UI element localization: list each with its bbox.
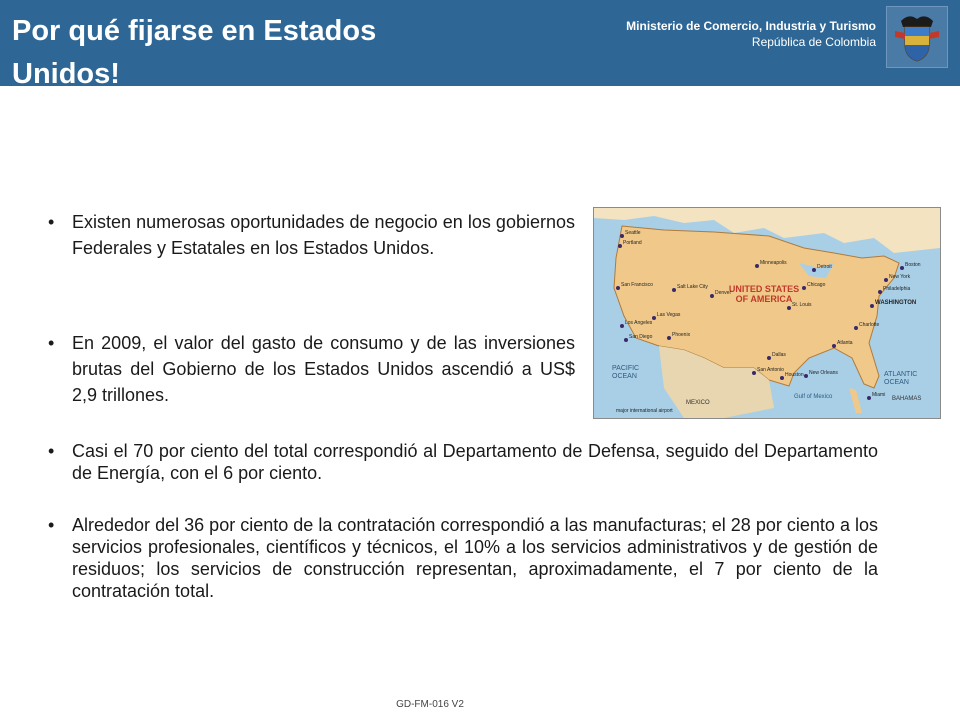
city-dot [802,286,806,290]
city-label: Charlotte [859,322,880,328]
city-label: New York [889,274,911,280]
city-dot [667,336,671,340]
city-label: Las Vegas [657,312,681,318]
city-dot [884,278,888,282]
city-dot [620,324,624,328]
city-label: Miami [872,392,886,398]
city-label: New Orleans [809,370,838,376]
city-dot [804,374,808,378]
header-bar [0,0,960,90]
city-dot [672,288,676,292]
city-label: Chicago [807,282,826,288]
map-label-country-1: UNITED STATES [728,284,800,294]
city-label: Salt Lake City [677,284,708,290]
city-dot [618,244,622,248]
bullet-contracting-breakdown: • Alrededor del 36 por ciento de la contratación correspondió a las manufacturas; el 28 por ciento a los servicios profesionales, científicos y técnicos, el 10% a los servicios administrativos y de gestión de residuos; los servicios de construcción representan, aproximadamente, el 7 por ciento de la contratación total. [72,514,878,602]
city-label: San Diego [629,334,653,340]
city-label: WASHINGTON [875,300,917,306]
map-label-gulf: Gulf of Mexico [794,394,833,400]
city-dot [710,294,714,298]
city-dot [624,338,628,342]
city-label: Denver [715,290,732,296]
city-dot [767,356,771,360]
city-dot [900,266,904,270]
city-dot [878,290,882,294]
city-label: Portland [623,240,642,246]
city-label: Boston [905,262,921,268]
colombia-coat-of-arms-icon [886,6,948,68]
ministry-block [626,18,876,50]
map-label-atlantic-2: OCEAN [884,379,909,386]
bullet-business-opportunities: • Existen numerosas oportunidades de negocio en los gobiernos Federales y Estatales en los Estados Unidos. [72,209,575,261]
city-label: Seattle [625,230,641,236]
city-dot [867,396,871,400]
map-label-country-2: OF AMERICA [735,294,793,304]
city-dot [812,268,816,272]
city-label: Detroit [817,264,832,270]
city-dot [832,344,836,348]
city-dot [652,316,656,320]
city-dot [616,286,620,290]
city-dot [854,326,858,330]
city-label: Houston [785,372,804,378]
city-label: Atlanta [837,340,853,346]
bullet-government-spending: • En 2009, el valor del gasto de consumo y de las inversiones brutas del Gobierno de los Estados Unidos ascendió a US$ 2,9 trillones. [72,330,575,408]
bullet-defense-share: • Casi el 70 por ciento del total correspondió al Departamento de Defensa, seguido del Departamento de Energía, con el 6 por ciento. [72,440,878,484]
map-label-pacific-2: OCEAN [612,373,637,380]
country-name: República de Colombia [751,35,876,49]
map-label-bahamas: BAHAMAS [892,396,922,402]
city-dot [787,306,791,310]
city-label: Phoenix [672,332,691,338]
page-title: Por qué fijarse en Estados Unidos! [12,15,377,90]
map-label-atlantic-1: ATLANTIC [884,371,918,378]
city-dot [752,371,756,375]
city-dot [620,234,624,238]
city-label: San Antonio [757,367,784,373]
map-label-mexico: MEXICO [686,400,710,406]
usa-map-image [593,207,941,419]
footer-code: GD-FM-016 V2 [396,699,464,710]
city-label: San Francisco [621,282,653,288]
map-legend: major international airport [616,408,673,414]
city-label: Los Angeles [625,320,653,326]
city-dot [755,264,759,268]
city-dot [780,376,784,380]
city-label: St. Louis [792,302,812,308]
ministry-name: Ministerio de Comercio, Industria y Turismo [626,19,876,33]
city-label: Minneapolis [760,260,787,266]
city-label: Dallas [772,352,786,358]
map-label-pacific-1: PACIFIC [612,365,640,372]
city-dot [870,304,874,308]
city-label: Philadelphia [883,286,911,292]
